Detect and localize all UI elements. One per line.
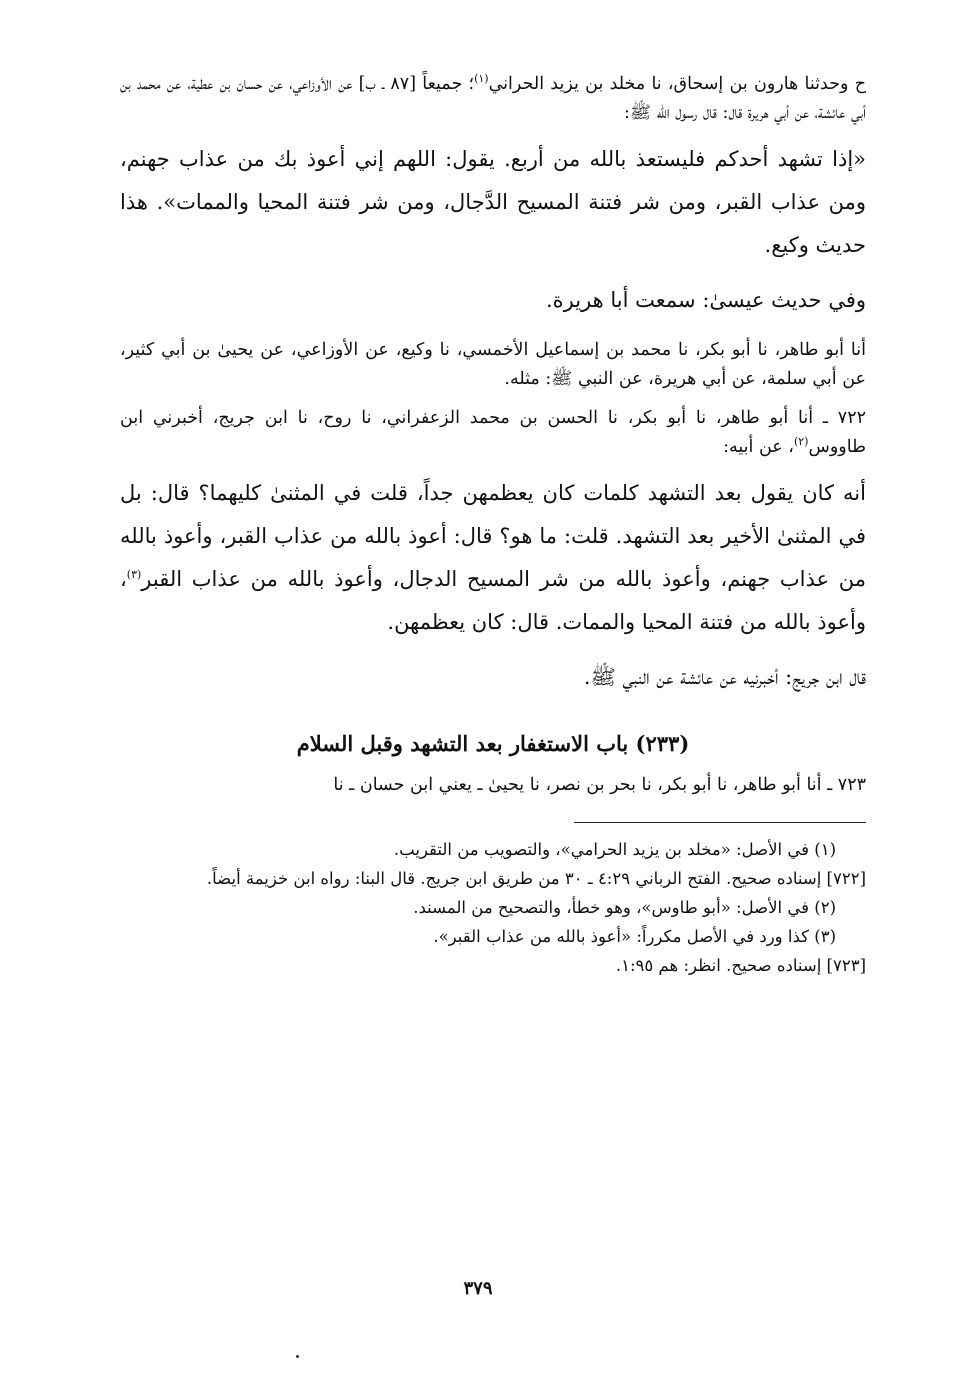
isnad-text: ٧٢٢ ـ أنا أبو طاهر، نا أبو بكر، نا الحسن بن محمد الزعفراني، نا روح، نا ابن جريج، أخبرني ابن طاووس <box>120 408 866 457</box>
page-body <box>120 70 866 1375</box>
isnad-paragraph-2: أنا أبو طاهر، نا أبو بكر، نا محمد بن إسماعيل الأخمسي، نا وكيع، عن الأوزاعي، عن يحيىٰ بن أبي كثير، عن أبي سلمة، عن أبي هريرة، عن النبي ﷺ: مثله. <box>120 340 866 389</box>
footnote-2: (٢) في الأصل: «أبو طاوس»، وهو خطأ، والتصحيح من المسند. <box>413 898 836 917</box>
page-number: ٣٧٩ <box>463 1278 493 1299</box>
hadith-722-text <box>120 472 866 644</box>
isnad-paragraph-1 <box>120 70 866 128</box>
hadith-722-isnad <box>120 404 866 462</box>
isnad-text-continued: ؛ جميعاً [٨٧ ـ ب] عن الأوزاعي، عن حسان بن عطية، عن محمد بن أبي عائشة، عن أبي هريرة قال: قال رسول الله ﷺ: <box>120 74 866 123</box>
hadith-text-1: «إذا تشهد أحدكم فليستعذ بالله من أربع. يقول: اللهم إني أعوذ بك من عذاب جهنم، ومن عذاب القبر، ومن شر فتنة المسيح الدَّجال، ومن شر فتنة المحيا والممات». هذا حديث وكيع. <box>120 147 866 257</box>
footnote-1: (١) في الأصل: «مخلد بن يزيد الحرامي»، والتصويب من التقريب. <box>393 840 836 859</box>
footnote-723: [٧٢٣] إسناده صحيح. انظر: هم ١:٩٥. <box>615 956 866 975</box>
matn-text: أنه كان يقول بعد التشهد كلمات كان يعظمهن جداً، قلت في المثنىٰ كليهما؟ قال: بل في المثنىٰ الأخير بعد التشهد. قلت: ما هو؟ قال: أعوذ بالله من عذاب القبر، وأعوذ بالله من عذاب جهنم، وأعوذ بالله من شر المسيح الدجال، وأعوذ بالله من عذاب القبر <box>120 481 866 591</box>
isnad-text: ح وحدثنا هارون بن إسحاق، نا مخلد بن يزيد الحراني <box>488 74 867 94</box>
narration-note: وفي حديث عيسىٰ: سمعت أبا هريرة. <box>545 288 866 312</box>
isnad-text-continued: ، عن أبيه: <box>723 437 794 457</box>
footnote-3: (٣) كذا ورد في الأصل مكرراً: «أعوذ بالله من عذاب القبر». <box>433 927 836 946</box>
hadith-723-isnad: ٧٢٣ ـ أنا أبو طاهر، نا أبو بكر، نا بحر بن نصر، نا يحيىٰ ـ يعني ابن حسان ـ نا <box>333 775 866 795</box>
footnote-ref-2: (٢) <box>793 435 809 449</box>
scan-speck <box>296 1355 299 1358</box>
footnote-722: [٧٢٢] إسناده صحيح. الفتح الرباني ٤:٢٩ ـ ٣٠ من طريق ابن جريج. قال البنا: رواه ابن خزيمة أيضاً. <box>206 869 866 888</box>
ibn-jurayj-note: قال ابن جريج: أخبرنيه عن عائشة عن النبي ﷺ. <box>583 665 866 689</box>
footnote-ref-3: (٣) <box>126 568 142 581</box>
matn-text-continued: ، وأعوذ بالله من فتنة المحيا والممات. قال: كان يعظمهن. <box>120 567 866 634</box>
footnote-separator <box>574 822 866 823</box>
chapter-title: (٢٣٣) باب الاستغفار بعد التشهد وقبل السلام <box>296 731 690 756</box>
footnote-ref-1: (١) <box>474 72 489 86</box>
